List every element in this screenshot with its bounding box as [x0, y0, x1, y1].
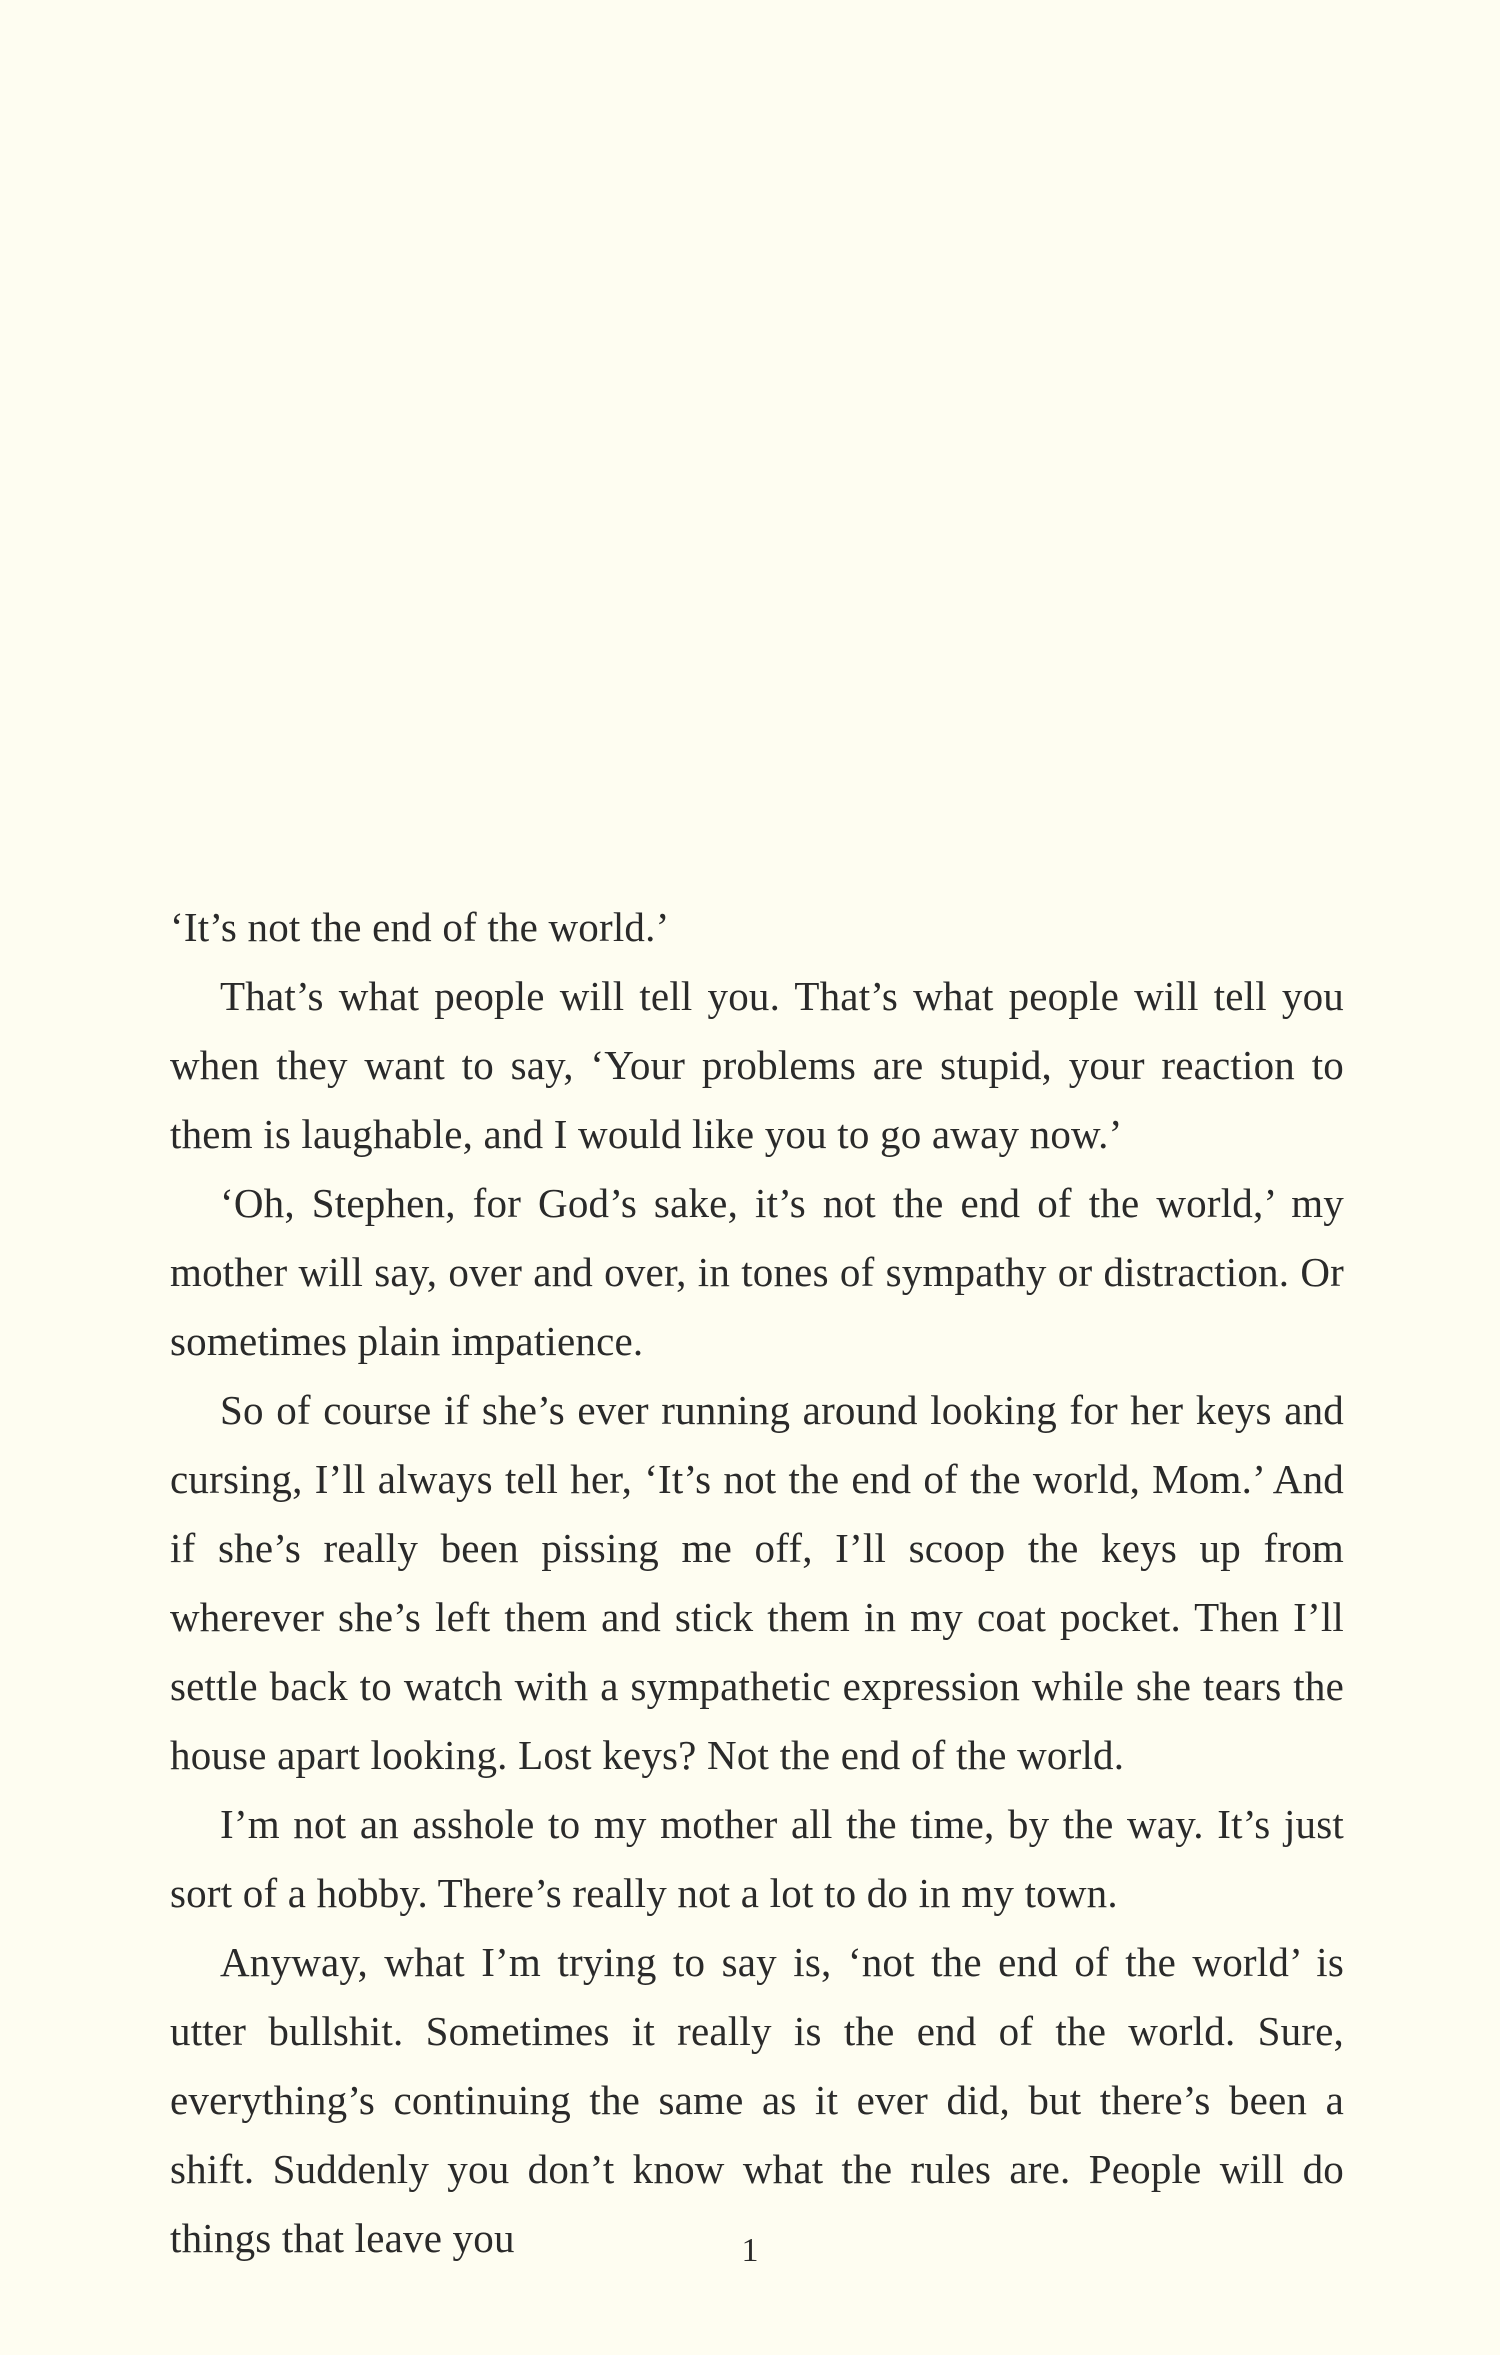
paragraph: I’m not an asshole to my mother all the time, by the way. It’s just sort of a hobby. There’s really not a lot to do in my town. — [170, 1801, 1344, 1916]
paragraph: Anyway, what I’m trying to say is, ‘not the end of the world’ is utter bullshit. Sometimes it really is the end of the world. Sure, everything’s continuing the same as it ever did, but there’s been a shift. Suddenly you don’t know what the rules are. People will do things that leave you — [170, 1939, 1344, 2261]
paragraph: ‘It’s not the end of the world.’ — [170, 904, 670, 950]
paragraph: So of course if she’s ever running around looking for her keys and cursing, I’ll always tell her, ‘It’s not the end of the world, Mom.’ And if she’s really been pissing me off, I’ll scoop the keys up from wherever she’s left them and stick them in my coat pocket. Then I’ll settle back to watch with a sympathetic expression while she tears the house apart looking. Lost keys? Not the end of the world. — [170, 1387, 1344, 1778]
paragraph: ‘Oh, Stephen, for God’s sake, it’s not the end of the world,’ my mother will say, over and over, in tones of sympathy or distraction. Or sometimes plain impatience. — [170, 1180, 1344, 1364]
page-number: 1 — [741, 2232, 759, 2269]
paragraph: That’s what people will tell you. That’s what people will tell you when they want to say, ‘Your problems are stupid, your reaction to them is laughable, and I would like you to go away now.’ — [170, 973, 1344, 1157]
body-text — [170, 893, 1344, 2273]
